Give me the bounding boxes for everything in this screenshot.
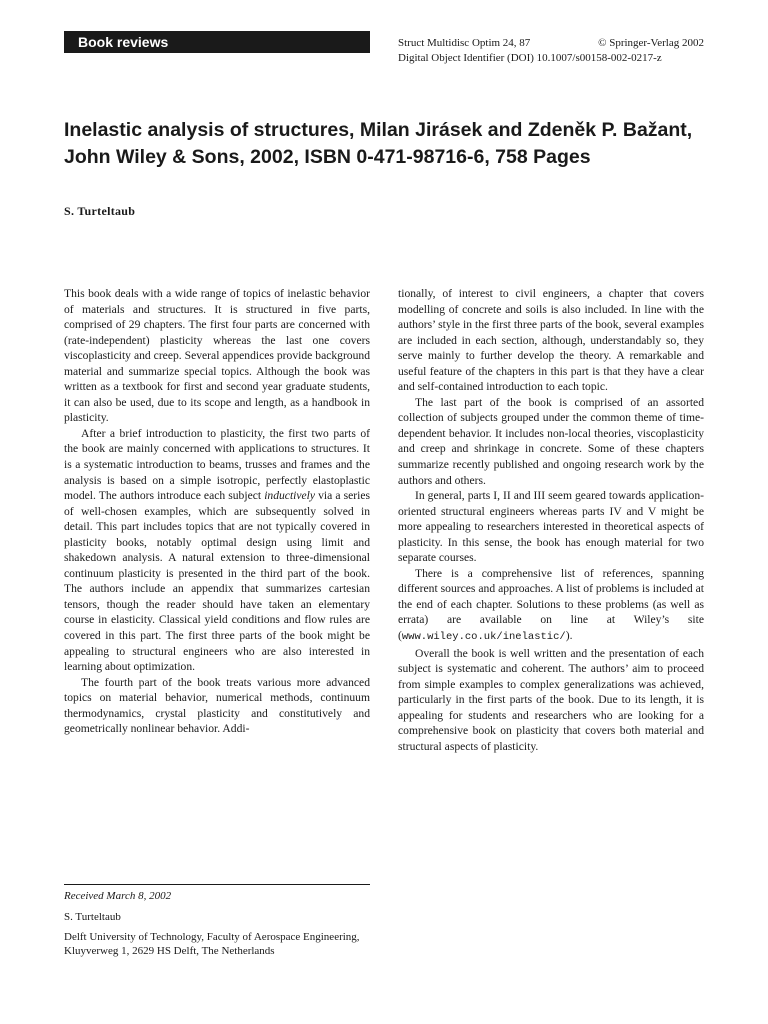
paragraph: Overall the book is well written and the presentation of each subject is systematic and coherent. The authors’ aim to proceed from simple examples to complex generalizations was achieved, particularly in the first parts of the book. Due to its length, it is appealing for students and researchers who are looking for a comprehensive book on plasticity that covers both material and structural aspects of plasticity. (398, 646, 704, 753)
body-column-right (398, 286, 704, 754)
paragraph: This book deals with a wide range of topics of inelastic behavior of materials and structures. It is structured in five parts, comprised of 29 chapters. The first four parts are concerned with (rate-independent) plasticity whereas the last one covers viscoplasticity and creep. Several appendices provide background material and summarize special topics. Although the book was written as a textbook for first and second year graduate students, it can also be used, due to its scope and length, as a handbook in plasticity. (64, 287, 370, 425)
received-date: Received March 8, 2002 (64, 890, 172, 902)
footer-author: S. Turteltaub (64, 911, 121, 923)
journal-citation-row (398, 36, 704, 51)
paragraph-text: ). (565, 629, 573, 643)
footer-divider (64, 884, 370, 885)
journal-metadata (398, 36, 704, 66)
website-link[interactable]: www.wiley.co.uk/inelastic/ (401, 631, 566, 644)
paragraph: The fourth part of the book treats various more advanced topics on material behavior, numerical methods, continuum thermodynamics, crystal plasticity and constitutively and geometrically nonlinear behavior. Addi- (64, 675, 370, 736)
paragraph (64, 426, 370, 675)
paragraph (398, 566, 704, 646)
journal-citation: Struct Multidisc Optim 24, 87 (398, 37, 531, 49)
paragraph-text: After a brief introduction to plasticity, the first two parts of the book are mainly concerned with applications to structures. It is a systematic introduction to beams, trusses and frames and the analysis is based on a simple isotropic, perfectly elastoplastic model. The authors introduce each subject (64, 426, 370, 503)
emphasized-word: inductively (264, 489, 316, 503)
paragraph-text: via a series of well-chosen examples, which are subsequently solved in detail. This part includes topics that are not typically covered in plasticity books, notably optimal design using limit and shakedown analysis. A natural extension to three-dimensional continuum plasticity is presented in the third part of the book. The authors include an appendix that summarizes cartesian tensors, though the reader should have taken an elementary course in elasticity. Classical yield conditions and flow rules are covered in this part. The first three parts of the book might be appealing to structural engineers who are also interested in learning about optimization. (64, 489, 371, 674)
copyright-notice: © Springer-Verlag 2002 (598, 37, 704, 49)
paragraph-text: There is a comprehensive list of references, spanning different sources and approaches. A list of problems is included at the end of each chapter. Solutions to these problems (as well as errata) are available on line at Wiley’s site ( (398, 566, 704, 643)
paragraph: tionally, of interest to civil engineers, a chapter that covers modelling of concrete and soils is also included. In line with the authors’ style in the first three parts of the book, several examples are included in each section, although, understandably so, they serve mainly to further develop the theory. A remarkable and useful feature of the chapters in this part is that they have a clear and self-contained introduction to each topic. (398, 287, 704, 394)
paragraph: In general, parts I, II and III seem geared towards application-oriented structural engineers whereas parts IV and V might be more appealing to researchers interested in theoretical aspects of plasticity. In this sense, the book has enough material for two separate courses. (398, 489, 704, 565)
body-column-left (64, 286, 370, 737)
doi: Digital Object Identifier (DOI) 10.1007/s00158-002-0217-z (398, 52, 662, 64)
article-title: Inelastic analysis of structures, Milan Jirásek and Zdeněk P. Bažant, John Wiley & Sons, 2002, ISBN 0-471-98716-6, 758 Pages (64, 119, 693, 168)
author-affiliation: Delft University of Technology, Faculty of Aerospace Engineering, Kluyverweg 1, 2629 HS Delft, The Netherlands (64, 931, 360, 957)
article-author: S. Turteltaub (64, 204, 136, 218)
section-label: Book reviews (64, 31, 370, 53)
paragraph: The last part of the book is comprised of an assorted collection of subjects grouped under the common theme of time-dependent behavior. It includes non-local theories, viscoplasticity and creep and shrinkage in concrete. Some of these chapters summarize recently published and ongoing research work by the authors and others. (398, 395, 704, 487)
